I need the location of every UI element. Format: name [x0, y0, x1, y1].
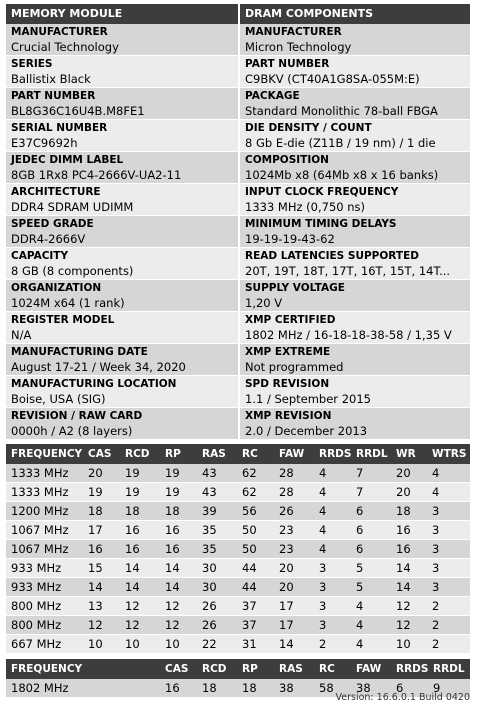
column-header: WR: [391, 444, 427, 464]
table-cell: 933 MHz: [6, 578, 83, 597]
table-cell: 30: [197, 578, 237, 597]
module-serial-number: [6, 120, 238, 152]
field-value: DDR4-2666V: [11, 232, 86, 246]
field-label: SPD REVISION: [245, 378, 330, 390]
column-header: RC: [237, 444, 274, 464]
field-label: MANUFACTURING LOCATION: [11, 378, 177, 390]
table-cell: 17: [274, 597, 314, 616]
table-cell: 800 MHz: [6, 597, 83, 616]
field-label: XMP CERTIFIED: [245, 314, 336, 326]
column-header: RAS: [274, 659, 314, 679]
module-part-number: [6, 88, 238, 120]
column-header: RRDS: [314, 444, 351, 464]
column-header: [83, 659, 160, 679]
table-cell: 2: [314, 635, 351, 654]
dram-xmp-extreme: [240, 344, 470, 376]
table-row: [6, 502, 470, 521]
table-cell: 4: [314, 464, 351, 483]
field-label: JEDEC DIMM LABEL: [11, 154, 124, 166]
table-cell: 14: [83, 578, 120, 597]
field-value: 1,20 V: [245, 296, 283, 310]
jedec-timing-table: [6, 444, 470, 654]
jedec-header-row: [6, 444, 470, 464]
table-cell: 35: [197, 540, 237, 559]
column-header: RRDL: [351, 444, 391, 464]
field-label: DIE DENSITY / COUNT: [245, 122, 372, 134]
table-cell: 26: [197, 616, 237, 635]
table-cell: 5: [351, 578, 391, 597]
field-label: SUPPLY VOLTAGE: [245, 282, 345, 294]
table-cell: 38: [351, 679, 391, 698]
dram-minimum-timing-delays: [240, 216, 470, 248]
table-cell: 16: [391, 521, 427, 540]
module-jedec-dimm-label: [6, 152, 238, 184]
table-cell: 12: [160, 597, 197, 616]
field-value: Ballistix Black: [11, 72, 91, 86]
table-cell: 16: [391, 540, 427, 559]
memory-module-column: [6, 24, 238, 440]
table-cell: 39: [197, 502, 237, 521]
table-cell: 16: [120, 521, 160, 540]
module-manufacturer: [6, 24, 238, 56]
dram-supply-voltage: [240, 280, 470, 312]
table-cell: 2: [427, 597, 470, 616]
table-cell: 6: [351, 540, 391, 559]
table-row: [6, 521, 470, 540]
field-value: E37C9692h: [11, 136, 78, 150]
table-cell: 7: [351, 464, 391, 483]
field-label: REVISION / RAW CARD: [11, 410, 143, 422]
dram-read-latencies-supported: [240, 248, 470, 280]
module-revision-raw-card: [6, 408, 238, 440]
field-value: 19-19-19-43-62: [245, 232, 335, 246]
table-cell: 12: [120, 597, 160, 616]
table-cell: 19: [83, 483, 120, 502]
table-cell: 20: [83, 464, 120, 483]
table-cell: 800 MHz: [6, 616, 83, 635]
memory-module-header: MEMORY MODULE: [6, 4, 238, 24]
field-value: Not programmed: [245, 360, 344, 374]
table-cell: 20: [391, 464, 427, 483]
dram-part-number: [240, 56, 470, 88]
dram-package: [240, 88, 470, 120]
field-value: 8GB 1Rx8 PC4-2666V-UA2-11: [11, 168, 182, 182]
table-cell: 3: [427, 540, 470, 559]
module-speed-grade: [6, 216, 238, 248]
field-value: Crucial Technology: [11, 40, 119, 54]
module-organization: [6, 280, 238, 312]
field-value: 1.1 / September 2015: [245, 392, 371, 406]
table-cell: 12: [83, 616, 120, 635]
table-cell: 12: [391, 597, 427, 616]
table-row: [6, 616, 470, 635]
table-cell: 37: [237, 597, 274, 616]
dram-manufacturer: [240, 24, 470, 56]
field-value: 1802 MHz / 16-18-18-38-58 / 1,35 V: [245, 328, 452, 342]
table-cell: 6: [351, 521, 391, 540]
table-cell: 26: [274, 502, 314, 521]
field-label: MANUFACTURER: [245, 26, 342, 38]
table-cell: 20: [391, 483, 427, 502]
table-cell: 16: [160, 679, 197, 698]
table-cell: 14: [274, 635, 314, 654]
table-cell: 10: [391, 635, 427, 654]
table-cell: 3: [314, 616, 351, 635]
table-cell: 2: [427, 616, 470, 635]
field-label: ARCHITECTURE: [11, 186, 101, 198]
table-cell: 14: [120, 559, 160, 578]
table-cell: 23: [274, 521, 314, 540]
table-cell: 44: [237, 578, 274, 597]
field-value: BL8G36C16U4B.M8FE1: [11, 104, 145, 118]
field-value: 2.0 / December 2013: [245, 424, 368, 438]
module-register-model: [6, 312, 238, 344]
table-cell: 14: [391, 578, 427, 597]
table-cell: 35: [197, 521, 237, 540]
table-cell: 50: [237, 521, 274, 540]
table-cell: 4: [351, 635, 391, 654]
column-header: FAW: [274, 444, 314, 464]
dram-components-header: DRAM COMPONENTS: [240, 4, 470, 24]
field-label: MANUFACTURER: [11, 26, 108, 38]
table-cell: 3: [427, 502, 470, 521]
table-row: [6, 540, 470, 559]
table-cell: 16: [83, 540, 120, 559]
module-manufacturing-location: [6, 376, 238, 408]
field-label: XMP REVISION: [245, 410, 332, 422]
field-label: INPUT CLOCK FREQUENCY: [245, 186, 399, 198]
spd-report: [6, 4, 470, 698]
module-series: [6, 56, 238, 88]
table-cell: 6: [391, 679, 428, 698]
table-cell: 1802 MHz: [6, 679, 83, 698]
field-label: MANUFACTURING DATE: [11, 346, 148, 358]
table-cell: 3: [314, 559, 351, 578]
module-capacity: [6, 248, 238, 280]
table-cell: 5: [351, 559, 391, 578]
table-cell: 16: [120, 540, 160, 559]
field-value: 0000h / A2 (8 layers): [11, 424, 133, 438]
field-label: REGISTER MODEL: [11, 314, 115, 326]
table-cell: 1333 MHz: [6, 464, 83, 483]
field-label: PACKAGE: [245, 90, 300, 102]
field-label: COMPOSITION: [245, 154, 329, 166]
field-value: Micron Technology: [245, 40, 352, 54]
table-cell: 18: [120, 502, 160, 521]
info-grid: [6, 24, 470, 440]
xmp-header-row: [6, 659, 470, 679]
table-cell: 3: [427, 559, 470, 578]
table-cell: 12: [120, 616, 160, 635]
table-cell: 10: [83, 635, 120, 654]
table-row: [6, 464, 470, 483]
column-header: RCD: [197, 659, 237, 679]
table-cell: 13: [83, 597, 120, 616]
table-cell: 56: [237, 502, 274, 521]
dram-spd-revision: [240, 376, 470, 408]
table-cell: 20: [274, 578, 314, 597]
table-cell: 50: [237, 540, 274, 559]
table-cell: 4: [427, 483, 470, 502]
table-cell: 18: [197, 679, 237, 698]
column-header: RRDS: [391, 659, 428, 679]
field-label: SPEED GRADE: [11, 218, 94, 230]
dram-xmp-revision: [240, 408, 470, 440]
table-row: [6, 483, 470, 502]
table-row: [6, 635, 470, 654]
table-cell: 30: [197, 559, 237, 578]
table-cell: 4: [314, 502, 351, 521]
table-cell: 18: [237, 679, 274, 698]
table-cell: 1333 MHz: [6, 483, 83, 502]
field-label: SERIES: [11, 58, 53, 70]
field-label: READ LATENCIES SUPPORTED: [245, 250, 419, 262]
table-cell: 12: [160, 616, 197, 635]
table-cell: 4: [427, 464, 470, 483]
table-cell: 3: [314, 597, 351, 616]
column-header: CAS: [160, 659, 197, 679]
field-label: SERIAL NUMBER: [11, 122, 108, 134]
table-cell: 18: [83, 502, 120, 521]
table-cell: 14: [391, 559, 427, 578]
field-value: N/A: [11, 328, 32, 342]
table-cell: 933 MHz: [6, 559, 83, 578]
field-value: Boise, USA (SIG): [11, 392, 106, 406]
table-cell: 1067 MHz: [6, 521, 83, 540]
table-cell: 4: [314, 540, 351, 559]
table-cell: 2: [427, 635, 470, 654]
table-cell: 1200 MHz: [6, 502, 83, 521]
table-cell: 18: [391, 502, 427, 521]
table-cell: 12: [391, 616, 427, 635]
table-cell: 20: [274, 559, 314, 578]
table-cell: 6: [351, 502, 391, 521]
table-cell: 4: [314, 483, 351, 502]
table-cell: 23: [274, 540, 314, 559]
table-cell: 14: [160, 578, 197, 597]
table-cell: 16: [160, 521, 197, 540]
dram-composition: [240, 152, 470, 184]
table-cell: 43: [197, 464, 237, 483]
table-cell: 43: [197, 483, 237, 502]
field-value: 8 Gb E-die (Z11B / 19 nm) / 1 die: [245, 136, 436, 150]
column-header: RC: [314, 659, 351, 679]
column-header: FREQUENCY: [6, 444, 83, 464]
version-label: Version: 16.6.0.1 Build 0420: [335, 692, 470, 703]
table-cell: [83, 679, 160, 698]
table-cell: 28: [274, 464, 314, 483]
field-value: Standard Monolithic 78-ball FBGA: [245, 104, 438, 118]
table-cell: 14: [160, 559, 197, 578]
table-cell: 37: [237, 616, 274, 635]
table-cell: 62: [237, 483, 274, 502]
field-value: 1333 MHz (0,750 ns): [245, 200, 366, 214]
table-cell: 17: [274, 616, 314, 635]
column-header: FREQUENCY: [6, 659, 83, 679]
table-cell: 58: [314, 679, 351, 698]
field-label: PART NUMBER: [245, 58, 330, 70]
table-cell: 1067 MHz: [6, 540, 83, 559]
field-value: C9BKV (CT40A1G8SA-055M:E): [245, 72, 420, 86]
table-cell: 19: [160, 464, 197, 483]
table-cell: 4: [351, 597, 391, 616]
field-value: 1024Mb x8 (64Mb x8 x 16 banks): [245, 168, 439, 182]
table-cell: 4: [351, 616, 391, 635]
module-architecture: [6, 184, 238, 216]
field-label: XMP EXTREME: [245, 346, 331, 358]
dram-xmp-certified: [240, 312, 470, 344]
table-cell: 62: [237, 464, 274, 483]
table-cell: 28: [274, 483, 314, 502]
column-header: RCD: [120, 444, 160, 464]
table-cell: 16: [160, 540, 197, 559]
field-value: 1024M x64 (1 rank): [11, 296, 125, 310]
dram-input-clock-frequency: [240, 184, 470, 216]
field-value: August 17-21 / Week 34, 2020: [11, 360, 186, 374]
field-value: DDR4 SDRAM UDIMM: [11, 200, 134, 214]
table-cell: 9: [428, 679, 470, 698]
table-cell: 10: [120, 635, 160, 654]
table-row: [6, 597, 470, 616]
field-label: ORGANIZATION: [11, 282, 102, 294]
table-cell: 3: [427, 578, 470, 597]
table-cell: 44: [237, 559, 274, 578]
dram-components-column: [240, 24, 470, 440]
column-header: RP: [237, 659, 274, 679]
table-cell: 10: [160, 635, 197, 654]
section-header: [6, 4, 470, 24]
column-header: WTRS: [427, 444, 470, 464]
field-value: 8 GB (8 components): [11, 264, 134, 278]
table-cell: 7: [351, 483, 391, 502]
column-header: RP: [160, 444, 197, 464]
table-row: [6, 578, 470, 597]
column-header: RAS: [197, 444, 237, 464]
table-cell: 19: [120, 483, 160, 502]
field-label: PART NUMBER: [11, 90, 96, 102]
module-manufacturing-date: [6, 344, 238, 376]
field-label: MINIMUM TIMING DELAYS: [245, 218, 397, 230]
dram-die-density-count: [240, 120, 470, 152]
column-header: RRDL: [428, 659, 470, 679]
table-cell: 18: [160, 502, 197, 521]
field-value: 20T, 19T, 18T, 17T, 16T, 15T, 14T...: [245, 264, 451, 278]
table-row: [6, 559, 470, 578]
column-header: CAS: [83, 444, 120, 464]
table-cell: 19: [160, 483, 197, 502]
table-cell: 14: [120, 578, 160, 597]
table-cell: 4: [314, 521, 351, 540]
field-label: CAPACITY: [11, 250, 69, 262]
table-cell: 3: [314, 578, 351, 597]
table-cell: 38: [274, 679, 314, 698]
table-cell: 22: [197, 635, 237, 654]
table-cell: 26: [197, 597, 237, 616]
table-cell: 3: [427, 521, 470, 540]
table-cell: 31: [237, 635, 274, 654]
table-cell: 17: [83, 521, 120, 540]
table-cell: 19: [120, 464, 160, 483]
table-cell: 667 MHz: [6, 635, 83, 654]
column-header: FAW: [351, 659, 391, 679]
table-cell: 15: [83, 559, 120, 578]
